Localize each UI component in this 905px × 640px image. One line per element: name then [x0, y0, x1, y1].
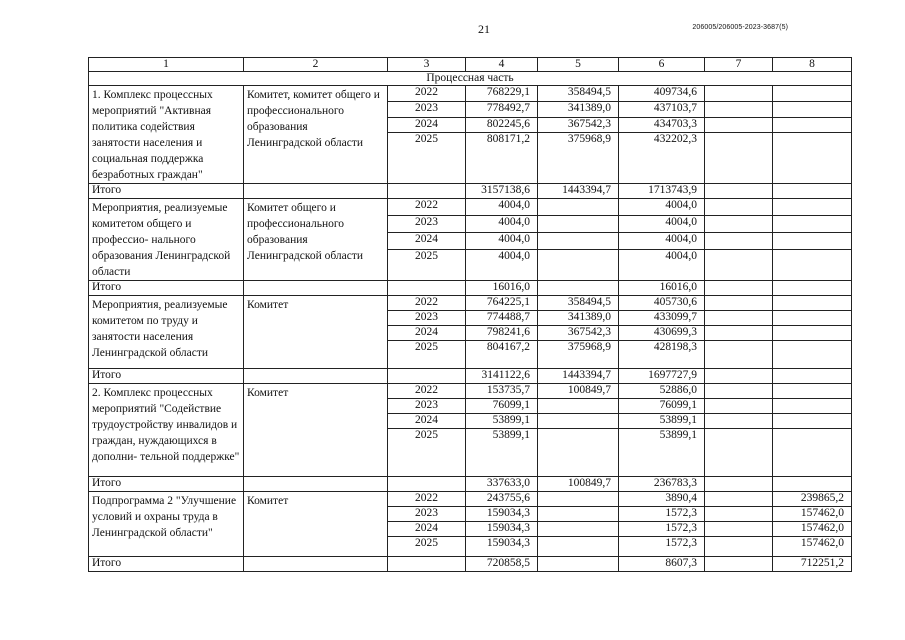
local-amount-cell: [705, 199, 773, 216]
local-amount-cell: [705, 369, 773, 384]
year-cell: [388, 281, 466, 296]
year-cell: [388, 477, 466, 492]
other-amount-cell: [773, 117, 852, 133]
total-amount-cell: 76099,1: [466, 399, 538, 414]
total-label: Итого: [89, 557, 244, 572]
program-name-cell: Мероприятия, реализуемые комитетом по труду и занятости населения Ленинградской области: [89, 296, 244, 369]
executor-cell: [244, 184, 388, 199]
federal-amount-cell: 1443394,7: [538, 184, 619, 199]
column-number: 3: [388, 58, 466, 72]
year-cell: 2025: [388, 249, 466, 280]
other-amount-cell: [773, 199, 852, 216]
total-amount-cell: 774488,7: [466, 311, 538, 326]
year-cell: 2024: [388, 326, 466, 341]
local-amount-cell: [705, 384, 773, 399]
total-row: [89, 281, 852, 296]
other-amount-cell: [773, 249, 852, 280]
total-amount-cell: 798241,6: [466, 326, 538, 341]
other-amount-cell: [773, 296, 852, 311]
total-amount-cell: 720858,5: [466, 557, 538, 572]
column-number: 1: [89, 58, 244, 72]
local-amount-cell: [705, 232, 773, 249]
total-amount-cell: 804167,2: [466, 341, 538, 369]
local-amount-cell: [705, 326, 773, 341]
total-amount-cell: 337633,0: [466, 477, 538, 492]
executor-cell: [244, 557, 388, 572]
regional-amount-cell: 8607,3: [619, 557, 705, 572]
total-amount-cell: 159034,3: [466, 522, 538, 537]
regional-amount-cell: 3890,4: [619, 492, 705, 507]
local-amount-cell: [705, 184, 773, 199]
federal-amount-cell: 341389,0: [538, 311, 619, 326]
budget-table: [88, 57, 852, 572]
year-cell: 2022: [388, 492, 466, 507]
total-amount-cell: 53899,1: [466, 429, 538, 477]
regional-amount-cell: 53899,1: [619, 429, 705, 477]
local-amount-cell: [705, 117, 773, 133]
regional-amount-cell: 1697727,9: [619, 369, 705, 384]
section-title: Процессная часть: [89, 72, 852, 86]
regional-amount-cell: 1572,3: [619, 537, 705, 557]
regional-amount-cell: 437103,7: [619, 101, 705, 117]
local-amount-cell: [705, 399, 773, 414]
regional-amount-cell: 405730,6: [619, 296, 705, 311]
total-amount-cell: 153735,7: [466, 384, 538, 399]
total-amount-cell: 159034,3: [466, 537, 538, 557]
other-amount-cell: [773, 429, 852, 477]
executor-cell: Комитет общего и профессионального образования Ленинградской области: [244, 199, 388, 281]
other-amount-cell: [773, 477, 852, 492]
federal-amount-cell: [538, 215, 619, 232]
federal-amount-cell: 367542,3: [538, 326, 619, 341]
document-id: 206005/206005-2023-3687(5): [692, 24, 788, 31]
total-amount-cell: 764225,1: [466, 296, 538, 311]
federal-amount-cell: 375968,9: [538, 133, 619, 184]
year-cell: [388, 557, 466, 572]
local-amount-cell: [705, 215, 773, 232]
total-amount-cell: 778492,7: [466, 101, 538, 117]
executor-cell: [244, 281, 388, 296]
executor-cell: Комитет: [244, 492, 388, 557]
year-cell: 2022: [388, 86, 466, 102]
federal-amount-cell: [538, 281, 619, 296]
total-row: [89, 369, 852, 384]
total-amount-cell: 768229,1: [466, 86, 538, 102]
other-amount-cell: [773, 326, 852, 341]
total-amount-cell: 3157138,6: [466, 184, 538, 199]
year-row: [89, 296, 852, 311]
total-amount-cell: 4004,0: [466, 199, 538, 216]
federal-amount-cell: 100849,7: [538, 384, 619, 399]
total-amount-cell: 4004,0: [466, 249, 538, 280]
other-amount-cell: [773, 281, 852, 296]
local-amount-cell: [705, 311, 773, 326]
local-amount-cell: [705, 507, 773, 522]
executor-cell: Комитет, комитет общего и профессионального образования Ленинградской области: [244, 86, 388, 184]
page-number: 21: [478, 22, 490, 36]
other-amount-cell: [773, 86, 852, 102]
regional-amount-cell: 4004,0: [619, 199, 705, 216]
year-cell: 2025: [388, 341, 466, 369]
other-amount-cell: [773, 369, 852, 384]
executor-cell: [244, 477, 388, 492]
regional-amount-cell: 53899,1: [619, 414, 705, 429]
other-amount-cell: [773, 232, 852, 249]
other-amount-cell: [773, 101, 852, 117]
regional-amount-cell: 432202,3: [619, 133, 705, 184]
federal-amount-cell: [538, 537, 619, 557]
regional-amount-cell: 430699,3: [619, 326, 705, 341]
column-number-row: [89, 58, 852, 72]
regional-amount-cell: 1713743,9: [619, 184, 705, 199]
year-cell: 2023: [388, 507, 466, 522]
year-cell: [388, 184, 466, 199]
year-cell: 2024: [388, 414, 466, 429]
year-cell: 2025: [388, 429, 466, 477]
other-amount-cell: [773, 133, 852, 184]
local-amount-cell: [705, 429, 773, 477]
column-number: 2: [244, 58, 388, 72]
federal-amount-cell: 358494,5: [538, 86, 619, 102]
total-amount-cell: 3141122,6: [466, 369, 538, 384]
regional-amount-cell: 1572,3: [619, 507, 705, 522]
federal-amount-cell: [538, 557, 619, 572]
total-amount-cell: 16016,0: [466, 281, 538, 296]
total-label: Итого: [89, 369, 244, 384]
other-amount-cell: [773, 414, 852, 429]
regional-amount-cell: 16016,0: [619, 281, 705, 296]
other-amount-cell: 157462,0: [773, 537, 852, 557]
executor-cell: Комитет: [244, 296, 388, 369]
federal-amount-cell: [538, 199, 619, 216]
local-amount-cell: [705, 281, 773, 296]
total-amount-cell: 802245,6: [466, 117, 538, 133]
other-amount-cell: [773, 399, 852, 414]
federal-amount-cell: [538, 507, 619, 522]
total-label: Итого: [89, 477, 244, 492]
year-row: [89, 492, 852, 507]
program-name-cell: Подпрограмма 2 "Улучшение условий и охраны труда в Ленинградской области": [89, 492, 244, 557]
federal-amount-cell: [538, 429, 619, 477]
program-name-cell: 1. Комплекс процессных мероприятий "Активная политика содействия занятости населения и социальная поддержка безработных граждан": [89, 86, 244, 184]
year-cell: [388, 369, 466, 384]
regional-amount-cell: 4004,0: [619, 249, 705, 280]
total-amount-cell: 53899,1: [466, 414, 538, 429]
other-amount-cell: [773, 384, 852, 399]
total-amount-cell: 4004,0: [466, 232, 538, 249]
year-row: [89, 86, 852, 102]
other-amount-cell: 157462,0: [773, 507, 852, 522]
regional-amount-cell: 1572,3: [619, 522, 705, 537]
federal-amount-cell: 375968,9: [538, 341, 619, 369]
column-number: 4: [466, 58, 538, 72]
year-cell: 2022: [388, 296, 466, 311]
year-cell: 2023: [388, 311, 466, 326]
local-amount-cell: [705, 414, 773, 429]
column-number: 8: [773, 58, 852, 72]
local-amount-cell: [705, 341, 773, 369]
regional-amount-cell: 52886,0: [619, 384, 705, 399]
local-amount-cell: [705, 492, 773, 507]
program-name-cell: Мероприятия, реализуемые комитетом общего и профессио- нального образования Ленинградской области: [89, 199, 244, 281]
local-amount-cell: [705, 522, 773, 537]
local-amount-cell: [705, 477, 773, 492]
regional-amount-cell: 433099,7: [619, 311, 705, 326]
other-amount-cell: 157462,0: [773, 522, 852, 537]
federal-amount-cell: [538, 232, 619, 249]
total-amount-cell: 808171,2: [466, 133, 538, 184]
regional-amount-cell: 236783,3: [619, 477, 705, 492]
total-label: Итого: [89, 281, 244, 296]
year-cell: 2025: [388, 133, 466, 184]
column-number: 6: [619, 58, 705, 72]
year-cell: 2024: [388, 117, 466, 133]
regional-amount-cell: 4004,0: [619, 215, 705, 232]
total-amount-cell: 4004,0: [466, 215, 538, 232]
local-amount-cell: [705, 537, 773, 557]
year-row: [89, 384, 852, 399]
total-row: [89, 477, 852, 492]
other-amount-cell: [773, 215, 852, 232]
federal-amount-cell: [538, 492, 619, 507]
total-amount-cell: 243755,6: [466, 492, 538, 507]
federal-amount-cell: 358494,5: [538, 296, 619, 311]
regional-amount-cell: 428198,3: [619, 341, 705, 369]
local-amount-cell: [705, 296, 773, 311]
other-amount-cell: 239865,2: [773, 492, 852, 507]
executor-cell: [244, 369, 388, 384]
year-cell: 2025: [388, 537, 466, 557]
federal-amount-cell: 341389,0: [538, 101, 619, 117]
federal-amount-cell: 1443394,7: [538, 369, 619, 384]
year-cell: 2023: [388, 101, 466, 117]
section-row: [89, 72, 852, 86]
regional-amount-cell: 4004,0: [619, 232, 705, 249]
regional-amount-cell: 76099,1: [619, 399, 705, 414]
local-amount-cell: [705, 557, 773, 572]
year-cell: 2023: [388, 215, 466, 232]
federal-amount-cell: 367542,3: [538, 117, 619, 133]
column-number: 5: [538, 58, 619, 72]
other-amount-cell: [773, 311, 852, 326]
column-number: 7: [705, 58, 773, 72]
federal-amount-cell: [538, 399, 619, 414]
total-row: [89, 557, 852, 572]
other-amount-cell: 712251,2: [773, 557, 852, 572]
regional-amount-cell: 434703,3: [619, 117, 705, 133]
federal-amount-cell: [538, 414, 619, 429]
federal-amount-cell: 100849,7: [538, 477, 619, 492]
local-amount-cell: [705, 101, 773, 117]
local-amount-cell: [705, 133, 773, 184]
local-amount-cell: [705, 249, 773, 280]
year-cell: 2022: [388, 384, 466, 399]
total-label: Итого: [89, 184, 244, 199]
executor-cell: Комитет: [244, 384, 388, 477]
total-amount-cell: 159034,3: [466, 507, 538, 522]
program-name-cell: 2. Комплекс процессных мероприятий "Содействие трудоустройству инвалидов и граждан, нуждающихся в дополни- тельной поддержке": [89, 384, 244, 477]
federal-amount-cell: [538, 249, 619, 280]
local-amount-cell: [705, 86, 773, 102]
other-amount-cell: [773, 341, 852, 369]
year-cell: 2023: [388, 399, 466, 414]
regional-amount-cell: 409734,6: [619, 86, 705, 102]
year-cell: 2024: [388, 522, 466, 537]
total-row: [89, 184, 852, 199]
year-cell: 2024: [388, 232, 466, 249]
year-cell: 2022: [388, 199, 466, 216]
other-amount-cell: [773, 184, 852, 199]
federal-amount-cell: [538, 522, 619, 537]
year-row: [89, 199, 852, 216]
